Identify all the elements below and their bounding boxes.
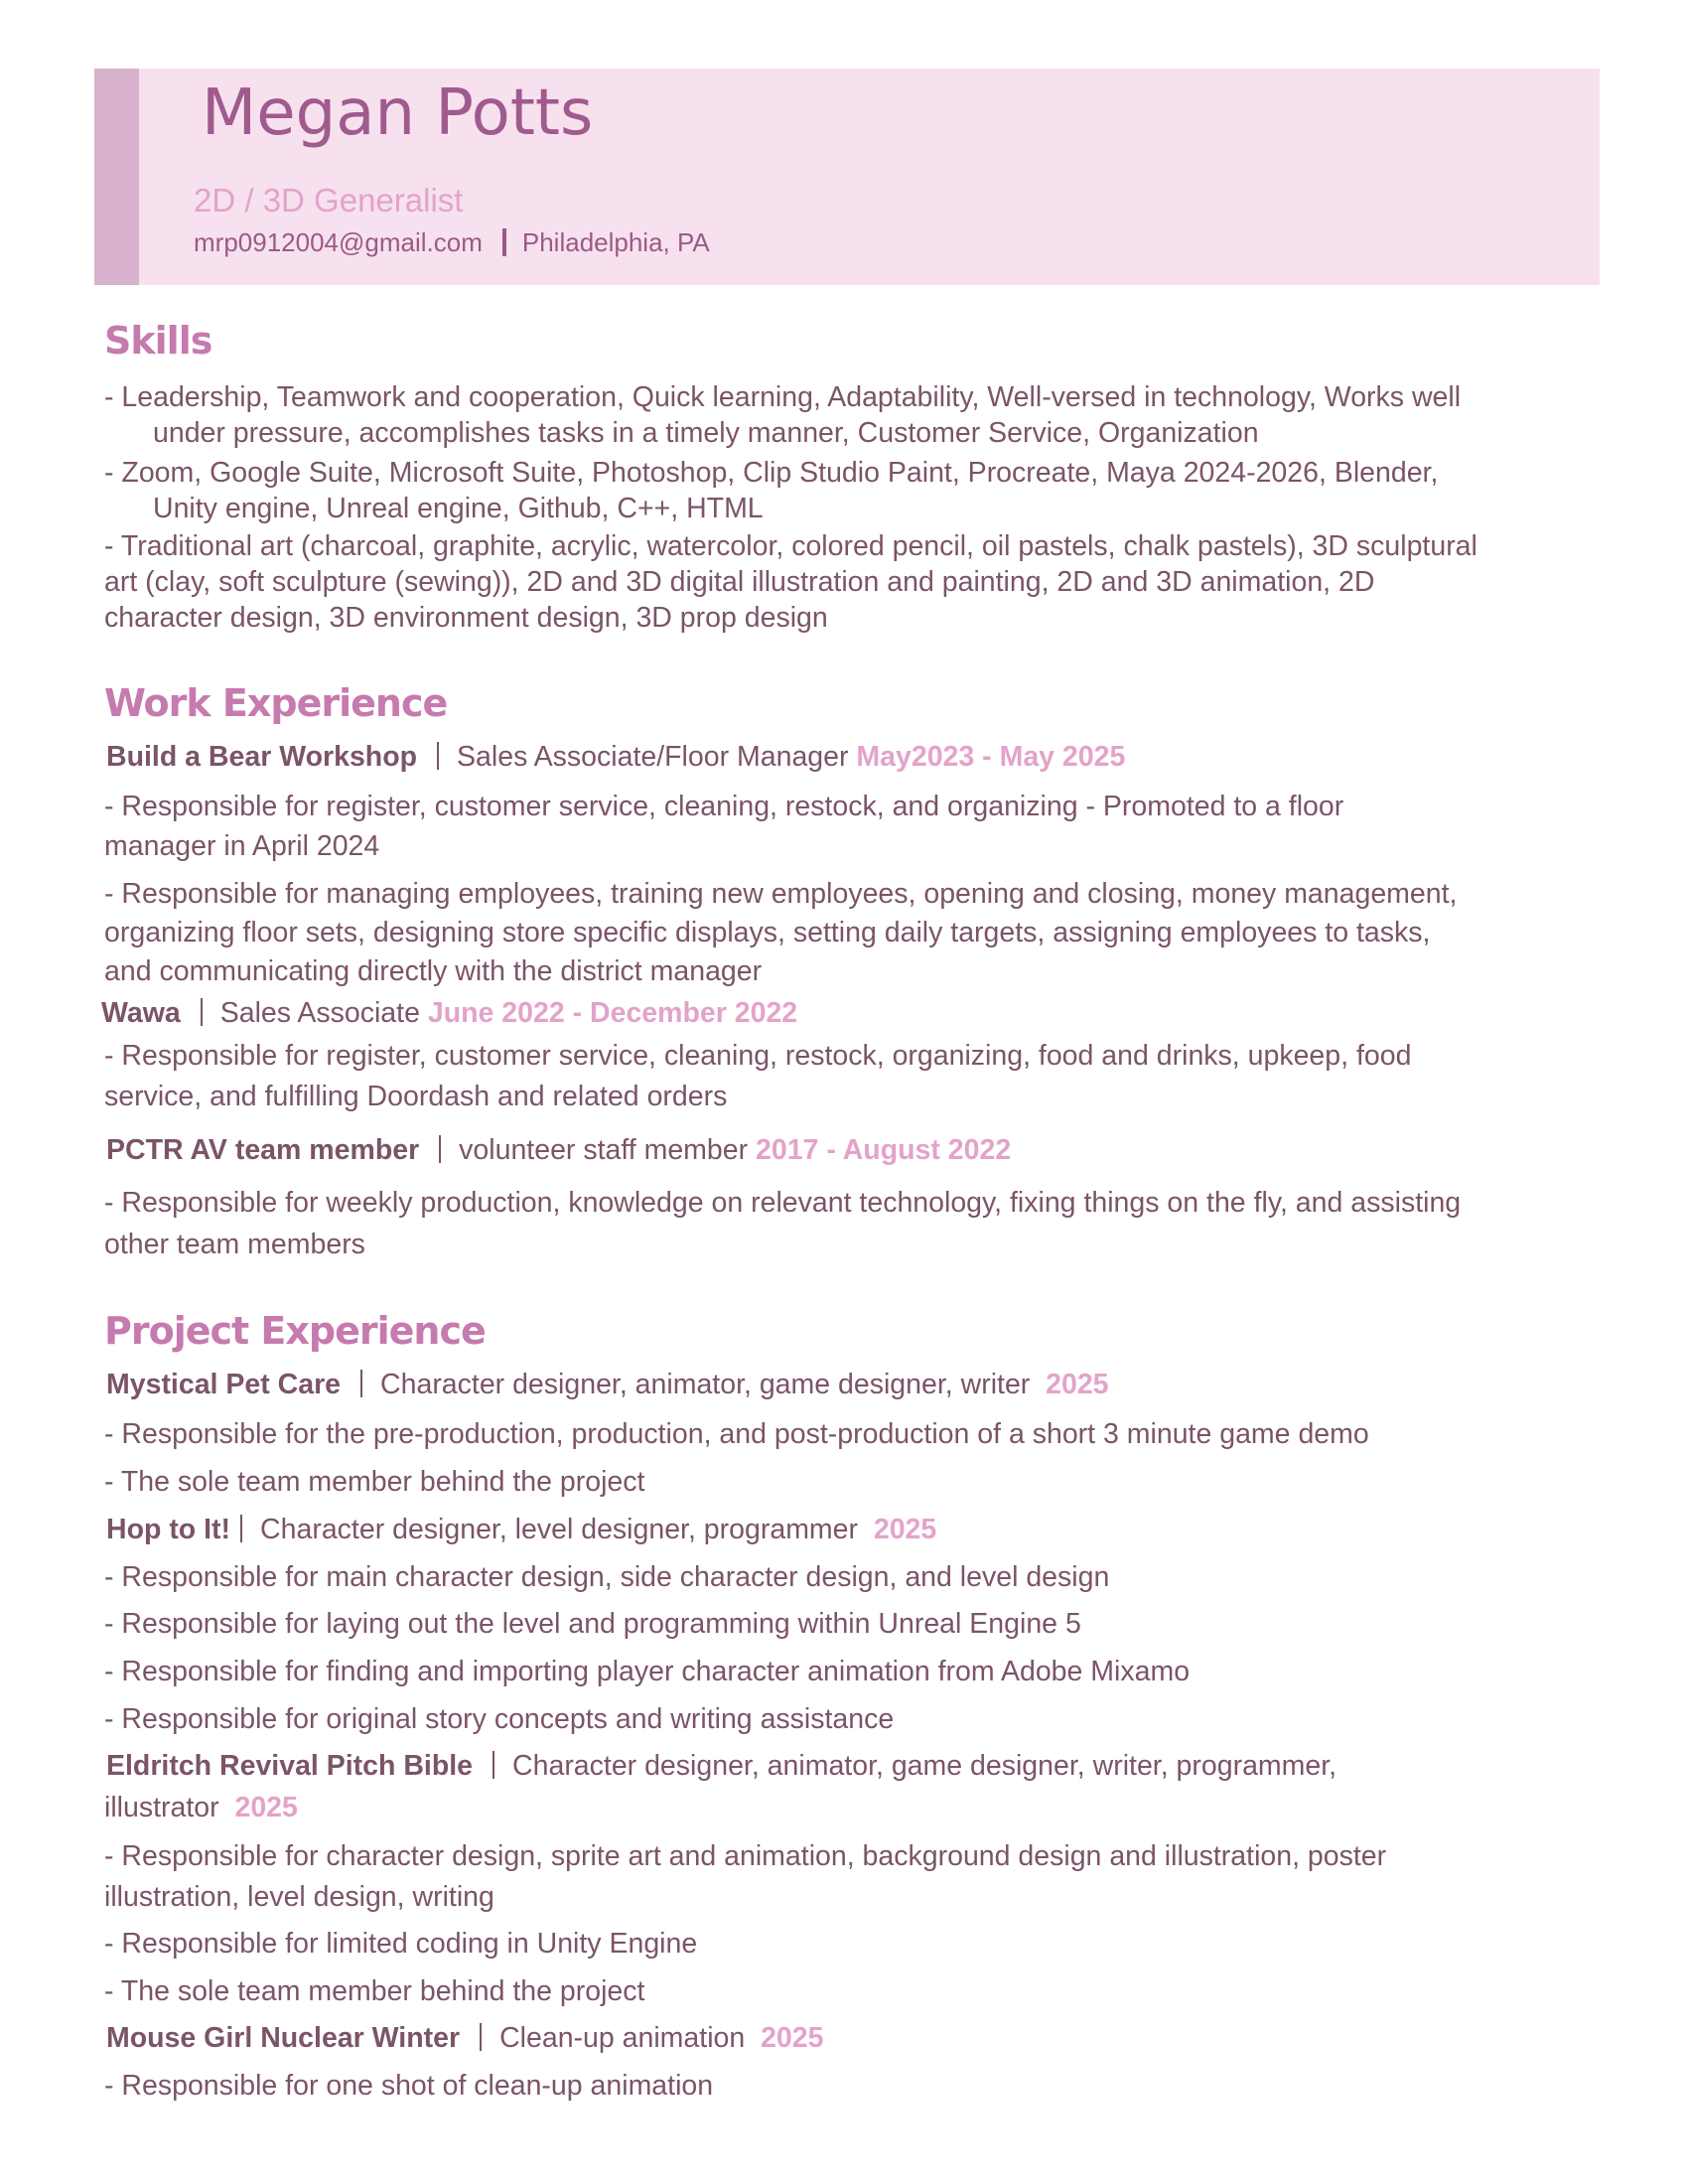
project-detail-line: - Responsible for the pre-production, production, and post-production of a short 3 minute game demo: [104, 1418, 1369, 1450]
project-roles-cont: illustrator: [104, 1792, 219, 1823]
job-header: [106, 741, 1125, 774]
job-org: PCTR AV team member: [106, 1134, 420, 1166]
separator: [439, 1135, 441, 1163]
job-detail-line: other team members: [104, 1229, 365, 1260]
resume-header: [94, 69, 1600, 285]
job-detail-line: manager in April 2024: [104, 830, 380, 862]
header-accent-bar: [94, 69, 139, 285]
job-header: [106, 1134, 1011, 1167]
project-dates: 2025: [234, 1792, 298, 1823]
separator: [360, 1370, 362, 1397]
project-header: [106, 2022, 823, 2055]
project-roles: Clean-up animation: [499, 2022, 746, 2054]
job-header: [101, 997, 797, 1030]
project-dates: 2025: [873, 1514, 937, 1545]
location: Philadelphia, PA: [521, 227, 710, 257]
project-roles: Character designer, animator, game designer, writer: [380, 1369, 1031, 1400]
contact-line: [194, 227, 710, 258]
project-detail-line: - Responsible for one shot of clean-up animation: [104, 2070, 714, 2102]
job-role: volunteer staff member: [459, 1134, 749, 1166]
project-header: [106, 1514, 936, 1546]
separator: [201, 998, 203, 1026]
project-dates: 2025: [761, 2022, 824, 2054]
separator: [480, 2023, 482, 2051]
job-detail-line: service, and fulfilling Doordash and related orders: [104, 1081, 728, 1112]
project-detail-line: - Responsible for main character design, side character design, and level design: [104, 1561, 1110, 1593]
candidate-name: Megan Potts: [202, 76, 594, 150]
job-detail-line: - Responsible for register, customer service, cleaning, restock, organizing, food and drinks, upkeep, food: [104, 1040, 1412, 1072]
job-role: Sales Associate/Floor Manager: [457, 741, 849, 773]
skills-line: - Zoom, Google Suite, Microsoft Suite, Photoshop, Clip Studio Paint, Procreate, Maya 2024-2026, Blender,: [104, 457, 1439, 489]
project-detail-line: - Responsible for finding and importing player character animation from Adobe Mixamo: [104, 1656, 1191, 1687]
job-role: Sales Associate: [219, 997, 420, 1029]
skills-line: character design, 3D environment design, 3D prop design: [104, 602, 828, 634]
project-header: [106, 1750, 1336, 1783]
project-detail-line: - Responsible for original story concepts and writing assistance: [104, 1703, 895, 1735]
project-detail-line: - Responsible for laying out the level and programming within Unreal Engine 5: [104, 1608, 1081, 1640]
job-detail-line: - Responsible for weekly production, knowledge on relevant technology, fixing things on the fly, and assisting: [104, 1187, 1462, 1219]
project-roles: Character designer, animator, game designer, writer, programmer,: [512, 1750, 1337, 1782]
work-experience-heading: Work Experience: [104, 681, 448, 725]
project-roles: Character designer, level designer, programmer: [260, 1514, 859, 1545]
job-detail-line: - Responsible for managing employees, training new employees, opening and closing, money management,: [104, 878, 1458, 910]
project-name: Mouse Girl Nuclear Winter: [106, 2022, 461, 2054]
job-org: Build a Bear Workshop: [106, 741, 418, 773]
contact-separator: [502, 228, 506, 256]
project-detail-line: - The sole team member behind the project: [104, 1466, 645, 1498]
project-detail-line: - The sole team member behind the project: [104, 1975, 645, 2007]
skills-heading: Skills: [104, 319, 212, 363]
project-detail-line: - Responsible for character design, sprite art and animation, background design and illustration, poster: [104, 1840, 1387, 1872]
skills-line: - Leadership, Teamwork and cooperation, Quick learning, Adaptability, Well-versed in technology, Works well: [104, 381, 1462, 413]
project-header: [106, 1369, 1109, 1401]
candidate-title: 2D / 3D Generalist: [194, 182, 464, 218]
job-org: Wawa: [101, 997, 181, 1029]
job-dates: May2023 - May 2025: [856, 741, 1126, 773]
job-dates: June 2022 - December 2022: [427, 997, 798, 1029]
project-name: Mystical Pet Care: [106, 1369, 342, 1400]
project-header-cont: [104, 1792, 298, 1824]
skills-line: art (clay, soft sculpture (sewing)), 2D and 3D digital illustration and painting, 2D and 3D animation, 2D: [104, 566, 1375, 598]
job-detail-line: and communicating directly with the district manager: [104, 955, 763, 987]
skills-line: under pressure, accomplishes tasks in a timely manner, Customer Service, Organization: [153, 417, 1259, 449]
project-name: Hop to It!: [106, 1514, 231, 1545]
job-detail-line: organizing floor sets, designing store specific displays, setting daily targets, assigning employees to tasks,: [104, 917, 1431, 948]
job-dates: 2017 - August 2022: [756, 1134, 1012, 1166]
email-link[interactable]: mrp0912004@gmail.com: [194, 227, 483, 257]
separator: [437, 742, 439, 770]
project-name: Eldritch Revival Pitch Bible: [106, 1750, 474, 1782]
project-detail-line: illustration, level design, writing: [104, 1881, 494, 1913]
skills-line: Unity engine, Unreal engine, Github, C++, HTML: [153, 493, 764, 524]
project-detail-line: - Responsible for limited coding in Unity Engine: [104, 1928, 698, 1960]
project-dates: 2025: [1046, 1369, 1109, 1400]
separator: [240, 1515, 242, 1542]
project-experience-heading: Project Experience: [104, 1309, 486, 1353]
job-detail-line: - Responsible for register, customer service, cleaning, restock, and organizing - Promoted to a floor: [104, 791, 1344, 822]
skills-line: - Traditional art (charcoal, graphite, acrylic, watercolor, colored pencil, oil pastels, chalk pastels), 3D sculptural: [104, 530, 1477, 562]
separator: [492, 1751, 494, 1779]
